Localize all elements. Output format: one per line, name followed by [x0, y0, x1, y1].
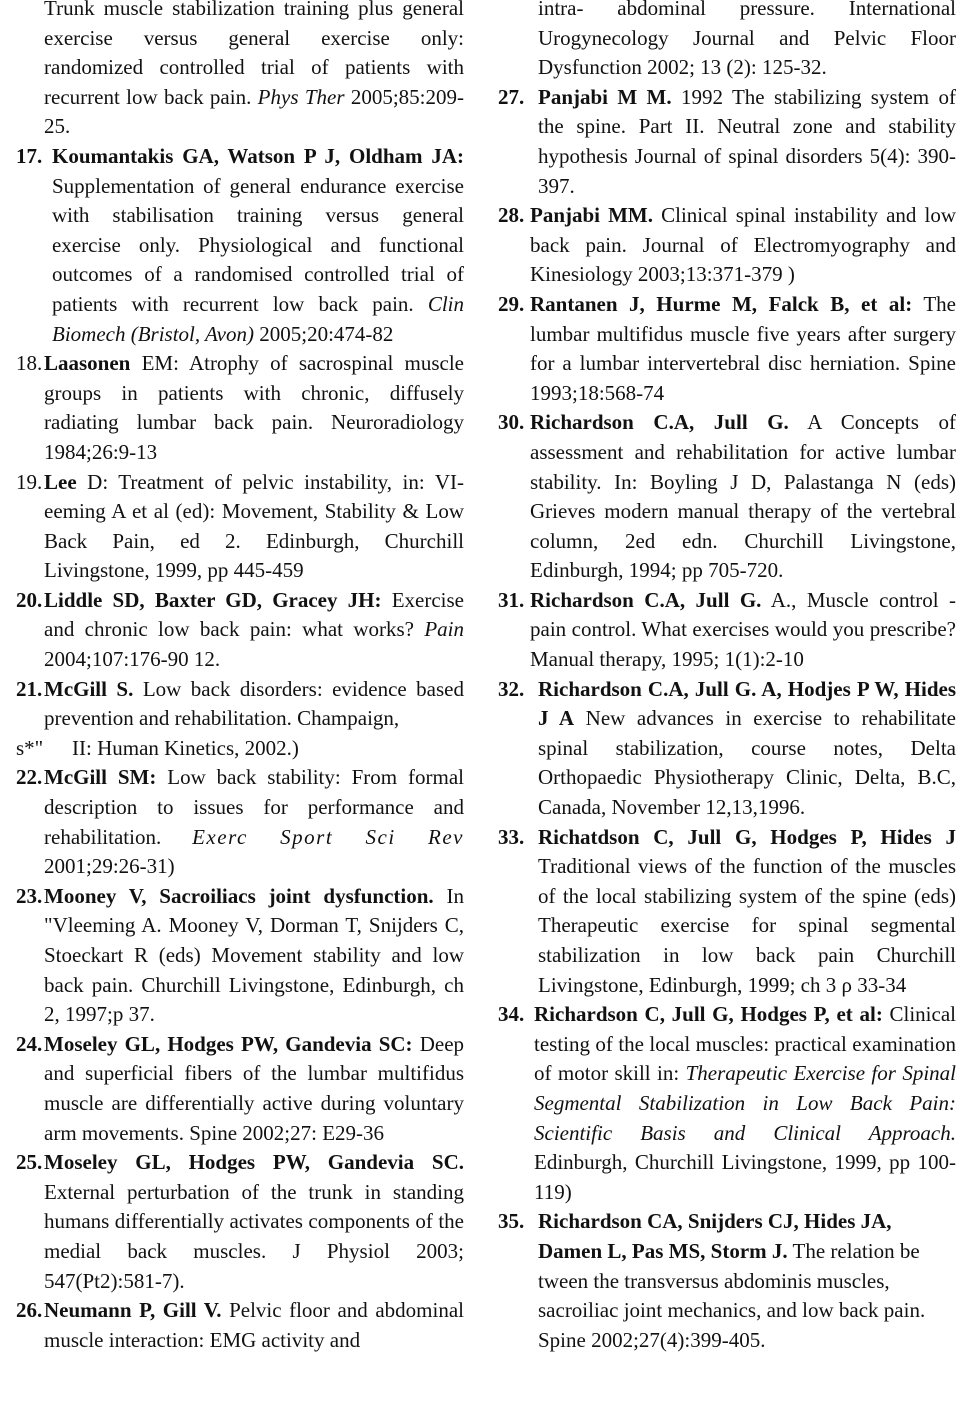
- reference-22: [16, 763, 464, 881]
- reference-24: [16, 1030, 464, 1148]
- reference-authors: Richardson C.A, Jull G.: [530, 587, 762, 612]
- stray-mark: s*": [16, 735, 44, 760]
- reference-authors: Laasonen: [44, 351, 131, 376]
- reference-citation: 2005;85:209-25.: [44, 84, 465, 139]
- reference-number: 19.: [16, 469, 43, 494]
- reference-31: [498, 586, 956, 675]
- reference-text: New advances in exercise to rehabilitate spinal stabilization, course notes, Delta Orthopaedic Physiotherapy Clinic, Delta, B.C, Canada, November 12,13,1996.: [538, 706, 956, 820]
- reference-stray-line: [16, 734, 464, 764]
- reference-number: 27.: [498, 84, 525, 109]
- reference-continued: [498, 0, 956, 83]
- reference-number: 31.: [498, 587, 525, 612]
- reference-number: 25.: [16, 1150, 43, 1175]
- reference-30: [498, 408, 956, 586]
- left-column: [16, 0, 464, 1355]
- reference-number: 32.: [498, 676, 525, 701]
- reference-26: [16, 1296, 464, 1355]
- reference-citation: 2001;29:26-31): [44, 854, 175, 879]
- reference-body: [16, 0, 464, 142]
- reference-authors: Panjabi MM.: [530, 203, 654, 228]
- reference-number: 18.: [16, 351, 43, 376]
- reference-text: Clinical testing of the local muscles: practical examination of motor skill in:: [534, 1002, 956, 1086]
- reference-authors: Lee: [44, 469, 77, 494]
- reference-journal: Exerc Sport Sci Rev: [192, 824, 464, 849]
- reference-authors: Liddle SD, Baxter GD, Gracey JH:: [44, 587, 382, 612]
- reference-authors: Panjabi M M.: [538, 84, 672, 109]
- reference-number: 26.: [16, 1298, 43, 1323]
- reference-17: [16, 142, 464, 349]
- reference-text: D: Treatment of pelvic instability, in: VI-eeming A et al (ed): Movement, Stability & Low Back Pain, ed 2. Edinburgh, Churchill Livingstone, 1999, pp 445-459: [44, 469, 464, 583]
- reference-text: EM: Atrophy of sacrospinal muscle groups in patients with chronic, diffusely radiating lumbar back pain. Neuroradiology 1984;26:9-13: [44, 351, 464, 464]
- reference-number: 29.: [498, 291, 525, 316]
- reference-18: [16, 349, 464, 467]
- reference-authors: Richardson C, Jull G, Hodges P, et al:: [534, 1002, 883, 1027]
- right-column: [498, 0, 956, 1355]
- reference-text: Low back disorders: evidence based prevention and rehabilitation. Champaign,: [44, 676, 464, 731]
- reference-body: [498, 0, 956, 83]
- reference-32: [498, 675, 956, 823]
- reference-journal: Clin Biomech (Bristol, Avon): [52, 291, 464, 346]
- reference-21: [16, 675, 464, 764]
- reference-text: A., Muscle control - pain control. What exercises would you prescribe? Manual therapy, 1995; 1(1):2-10: [530, 587, 956, 672]
- reference-number: 22.: [16, 765, 43, 790]
- reference-28: [498, 201, 956, 290]
- reference-text: The lumbar multifidus muscle five years after surgery for a lumbar intervertebral disc herniation. Spine 1993;18:568-74: [530, 291, 957, 405]
- reference-number: 21.: [16, 676, 43, 701]
- reference-23: [16, 882, 464, 1030]
- reference-text: The relation be tween the transversus abdominis muscles, sacroiliac joint mechanics, and low back pain. Spine 2002;27(4):399-405.: [538, 1238, 926, 1352]
- reference-authors: Moseley GL, Hodges PW, Gandevia SC.: [44, 1150, 464, 1175]
- reference-number: 33.: [498, 824, 525, 849]
- reference-text: Traditional views of the function of the muscles of the local stabilizing system of the spine (eds) Therapeutic exercise for spinal segmental stabilization in low back pain Churchill Livingstone, Edinburgh, 1999; ch 3 ρ 33-34: [538, 854, 956, 997]
- reference-authors: Rantanen J, Hurme M, Falck B, et al:: [530, 291, 913, 316]
- reference-29: [498, 290, 956, 408]
- reference-journal: Phys Ther: [257, 84, 345, 109]
- reference-20: [16, 586, 464, 675]
- reference-text: Clinical spinal instability and low back pain. Journal of Electromyography and Kinesiology 2003;13:371-379 ): [530, 203, 957, 287]
- reference-citation: 2005;20:474-82: [259, 321, 394, 346]
- reference-text: A Concepts of assessment and rehabilitation for active lumbar stability. In: Boyling J D, Palastanga N (eds) Grieves modern manual therapy of the vertebral column, 2ed edn. Churchill Livingstone, Edinburgh, 1994; pp 705-720.: [530, 410, 956, 583]
- reference-number: 23.: [16, 883, 43, 908]
- reference-text: intra- abdominal pressure. International Urogynecology Journal and Pelvic Floor Dysfunction 2002; 13 (2): 125-32.: [538, 0, 956, 80]
- reference-text: Supplementation of general endurance exercise with stabilisation training versus general exercise only. Physiological and functional outcomes of a randomised controlled trial of patients with recurrent low back pain.: [52, 173, 464, 316]
- reference-19: [16, 468, 464, 586]
- reference-number: 30.: [498, 410, 525, 435]
- reference-text: II: Human Kinetics, 2002.): [72, 735, 299, 760]
- reference-journal: Pain: [424, 617, 465, 642]
- reference-authors: Mooney V, Sacroiliacs joint dysfunction.: [44, 883, 434, 908]
- reference-33: [498, 823, 956, 1001]
- reference-text: 1992 The stabilizing system of the spine. Part II. Neutral zone and stability hypothesis Journal of spinal disorders 5(4): 390-397.: [538, 84, 956, 198]
- reference-authors: Richardson C.A, Jull G.: [530, 410, 789, 435]
- reference-text: Trunk muscle stabilization training plus general exercise versus general exercise only: randomized controlled trial of patients with recurrent low back pain.: [44, 0, 464, 109]
- reference-citation: 2004;107:176-90 12.: [44, 647, 221, 672]
- reference-authors: McGill S.: [44, 676, 134, 701]
- reference-journal: Therapeutic Exercise for Spinal Segmental Stabilization in Low Back Pain: Scientific Basis and Clinical Approach.: [534, 1061, 957, 1145]
- reference-authors: Neumann P, Gill V.: [44, 1298, 222, 1323]
- reference-34: [498, 1000, 956, 1207]
- reference-text: External perturbation of the trunk in standing humans differentially activates components of the medial back muscles. J Physiol 2003; 547(Pt2):581-7).: [44, 1179, 464, 1293]
- reference-number: 24.: [16, 1031, 43, 1056]
- reference-text: Deep and superficial fibers of the lumbar multifidus muscle are differentially active during voluntary arm movements. Spine 2002;27: E29-36: [44, 1031, 465, 1145]
- reference-authors: Richatdson C, Jull G, Hodges P, Hides J: [538, 824, 956, 849]
- reference-text: Exercise and chronic low back pain: what works?: [44, 587, 464, 642]
- reference-authors: Moseley GL, Hodges PW, Gandevia SC:: [44, 1031, 413, 1056]
- reference-text: Low back stability: From formal description to issues for performance and rehabilitation.: [44, 765, 464, 849]
- reference-35: [498, 1207, 956, 1355]
- reference-citation: Edinburgh, Churchill Livingstone, 1999, pp 100-119): [534, 1150, 956, 1204]
- reference-authors: Richardson C.A, Jull G. A, Hodjes P W, Hides J A: [538, 676, 956, 731]
- reference-27: [498, 83, 956, 201]
- reference-25: [16, 1148, 464, 1296]
- reference-continued: [16, 0, 464, 142]
- reference-number: 17.: [16, 143, 43, 168]
- reference-authors: Koumantakis GA, Watson P J, Oldham JA:: [52, 143, 464, 168]
- reference-authors: McGill SM:: [44, 765, 157, 790]
- reference-text: Pelvic floor and abdominal muscle interaction: EMG activity and: [44, 1298, 464, 1352]
- reference-authors: Richardson CA, Snijders CJ, Hides JA, Damen L, Pas MS, Storm J.: [538, 1209, 892, 1263]
- reference-text: In "Vleeming A. Mooney V, Dorman T, Snijders C, Stoeckart R (eds) Movement stability and low back pain. Churchill Livingstone, Edinburgh, ch 2, 1997;p 37.: [44, 883, 464, 1027]
- reference-number: 34.: [498, 1002, 525, 1027]
- reference-number: 20.: [16, 587, 43, 612]
- reference-number: 35.: [498, 1209, 525, 1234]
- reference-number: 28.: [498, 203, 525, 228]
